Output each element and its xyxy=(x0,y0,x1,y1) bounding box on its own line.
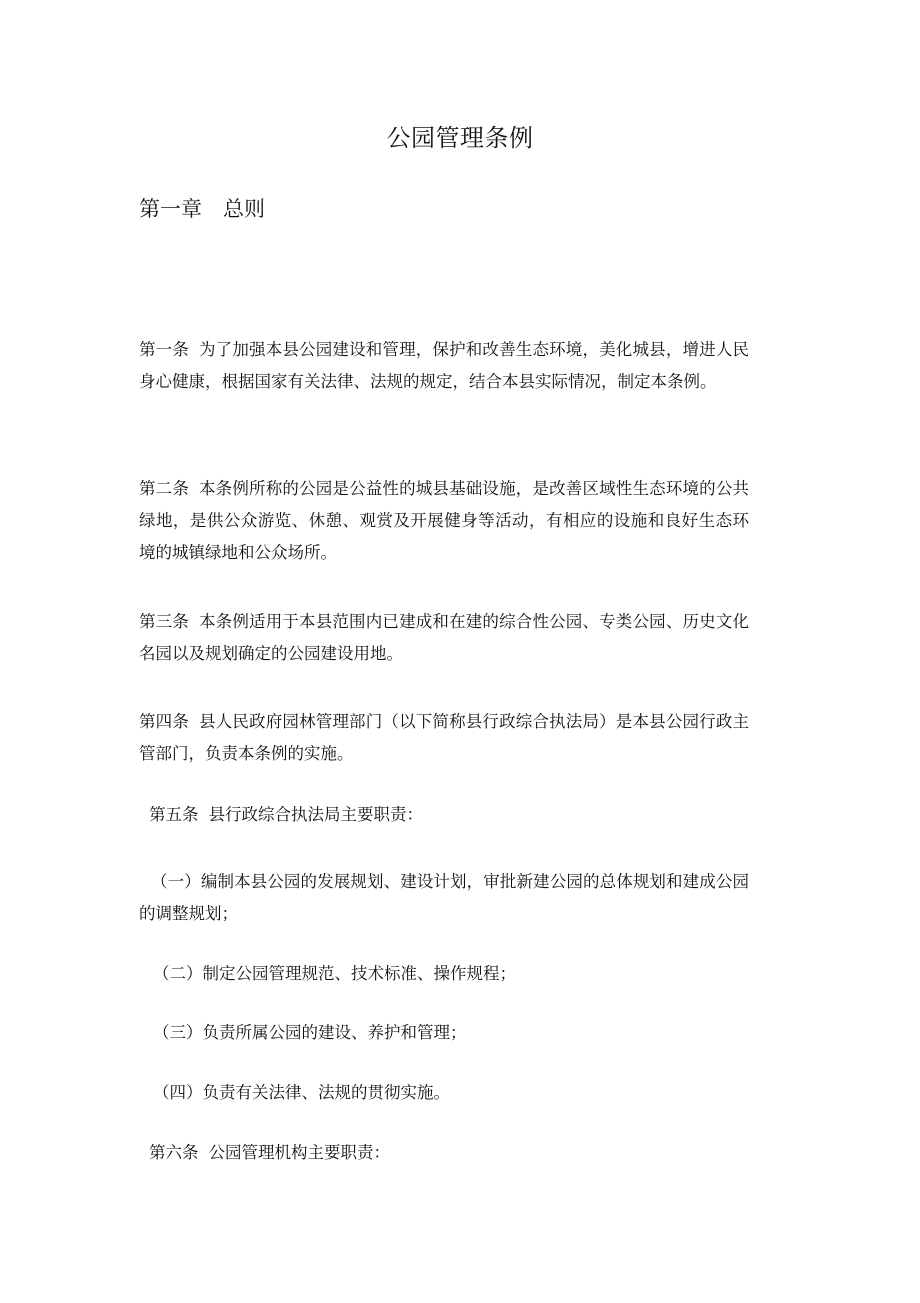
article-label: 第三条 xyxy=(139,612,190,631)
article-6 xyxy=(149,1137,759,1169)
article-label: 第四条 xyxy=(139,712,190,731)
list-item-text: （一）编制本县公园的发展规划、建设计划，审批新建公园的总体规划和建成公园的调整规划； xyxy=(139,872,749,923)
article-5 xyxy=(149,799,759,831)
article-3 xyxy=(139,606,749,670)
article-text: 县人民政府园林管理部门（以下简称县行政综合执法局）是本县公园行政主管部门，负责本条例的实施。 xyxy=(139,712,750,763)
list-item-3: （三）负责所属公园的建设、养护和管理； xyxy=(153,1023,467,1042)
list-item-4: （四）负责有关法律、法规的贯彻实施。 xyxy=(153,1083,450,1102)
list-item-2: （二）制定公园管理规范、技术标准、操作规程； xyxy=(153,964,516,983)
chapter-heading: 第一章 总则 xyxy=(139,197,265,221)
article-label: 第一条 xyxy=(139,340,190,359)
article-text: 本条例适用于本县范围内已建成和在建的综合性公园、专类公园、历史文化名园以及规划确定的公园建设用地。 xyxy=(139,612,750,663)
document-title: 公园管理条例 xyxy=(386,124,534,152)
article-2 xyxy=(139,473,749,569)
article-label: 第二条 xyxy=(139,479,190,498)
article-4 xyxy=(139,706,749,770)
article-text: 为了加强本县公园建设和管理，保护和改善生态环境，美化城县，增进人民身心健康，根据国家有关法律、法规的规定，结合本县实际情况，制定本条例。 xyxy=(139,340,750,391)
article-label: 第六条 xyxy=(149,1143,199,1162)
list-item-1 xyxy=(139,866,749,930)
article-label: 第五条 xyxy=(149,805,199,824)
article-text: 县行政综合执法局主要职责： xyxy=(208,805,423,824)
article-text: 本条例所称的公园是公益性的城县基础设施，是改善区域性生态环境的公共绿地，是供公众游览、休憩、观赏及开展健身等活动，有相应的设施和良好生态环境的城镇绿地和公众场所。 xyxy=(139,479,750,562)
article-text: 公园管理机构主要职责： xyxy=(208,1143,390,1162)
article-1 xyxy=(139,334,749,398)
